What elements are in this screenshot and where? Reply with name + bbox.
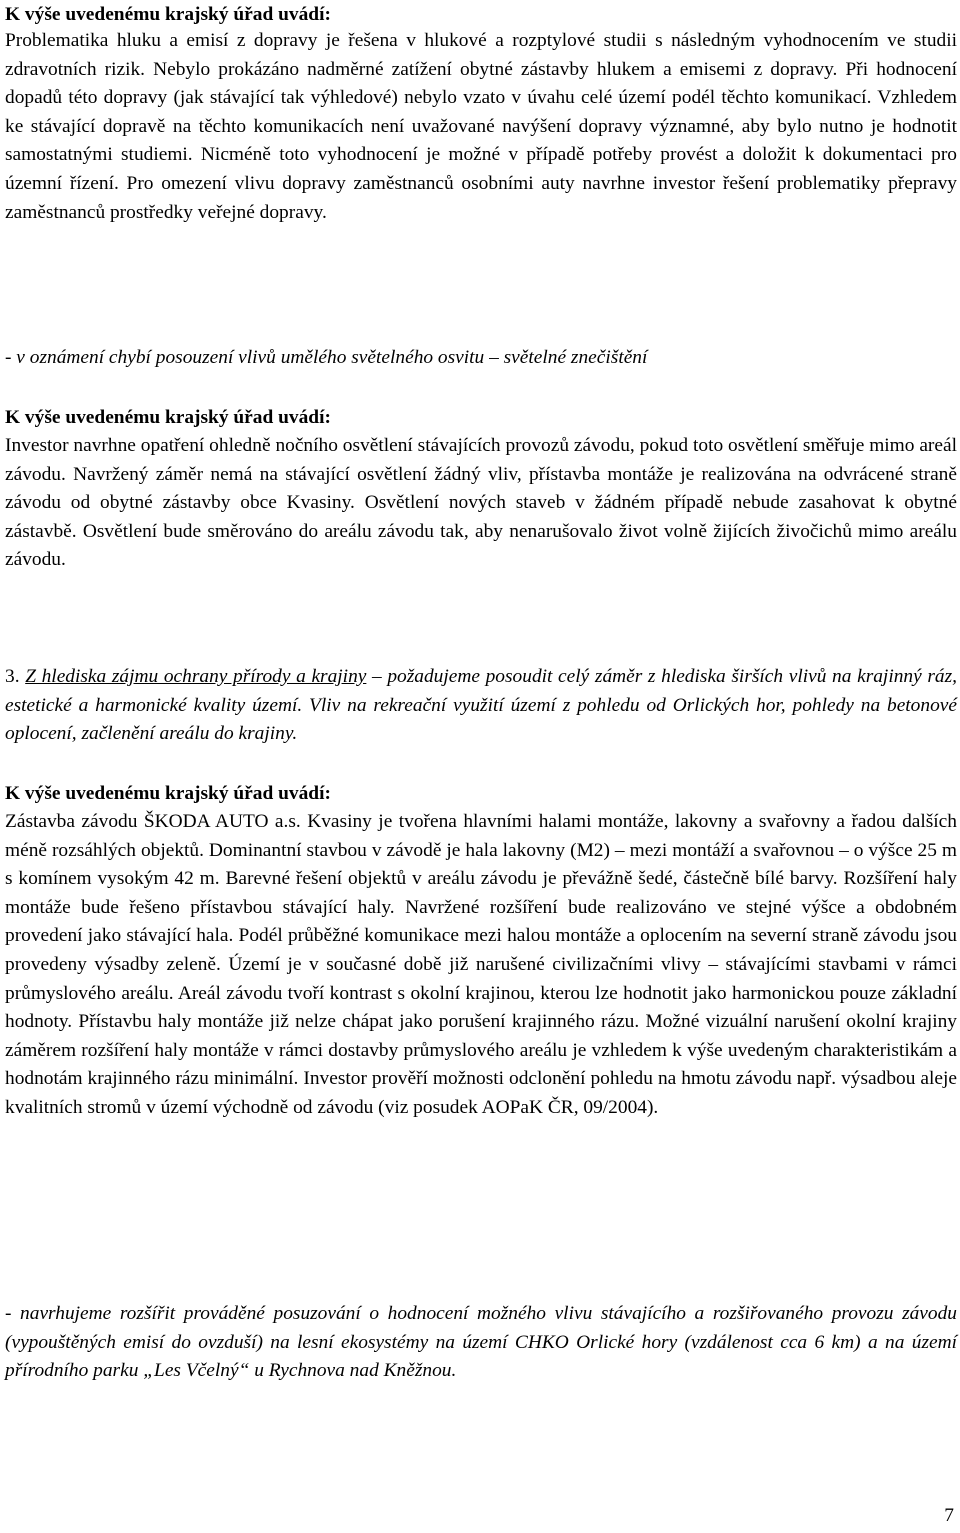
- section-heading: K výše uvedenému krajský úřad uvádí:: [5, 4, 331, 25]
- section-body: Problematika hluku a emisí z dopravy je řešena v hlukové a rozptylové studii s následným vyhodnocením ve studii zdravotních rizik. Nebylo prokázáno nadměrné zatížení obytné zástavby hlukem a emisemi z dopravy. Při hodnocení dopadů této dopravy (jak stávající tak výhledové) nebylo vzato v úvahu celé území podél těchto komunikací. Vzhledem ke stávající dopravě na těchto komunikacích není uvažované navýšení dopravy významné, aby bylo nutno je hodnotit samostatnými studiemi. Nicméně toto vyhodnocení je možné v případě potřeby provést a doložit k dokumentaci pro územní řízení. Pro omezení vlivu dopravy zaměstnanců osobními auty navrhne investor řešení problematiky přepravy zaměstnanců prostředky veřejné dopravy.: [5, 30, 957, 223]
- item-3-requirement: [5, 663, 957, 749]
- page-number: 7: [944, 1505, 954, 1526]
- item-topic: Z hlediska zájmu ochrany přírody a krajiny: [25, 666, 367, 687]
- section-heading: K výše uvedenému krajský úřad uvádí:: [5, 783, 331, 804]
- item-number: 3.: [5, 666, 20, 687]
- section-body: Zástavba závodu ŠKODA AUTO a.s. Kvasiny je tvořena hlavními halami montáže, lakovny a svařovny a řadou dalších méně rozsáhlých objektů. Dominantní stavbou v závodě je hala lakovny (M2) – mezi montáží a svařovnou – o výšce 25 m s komínem vysokým 42 m. Barevné řešení objektů v areálu závodu je převážně šedé, částečně bílé barvy. Rozšíření haly montáže bude řešeno přístavbou stávající haly. Navržené rozšíření bude realizováno ve stejné výšce a obdobném provedení jako stávající hala. Podél průběžné komunikace mezi halou montáže a oplocením na severní straně závodu jsou provedeny výsadby zeleně. Území je v současné době již narušené civilizačními vlivy – stávajícími stavbami v rámci průmyslového areálu. Areál závodu tvoří kontrast s okolní krajinou, kterou lze hodnotit jako harmonickou pouze základní hodnoty. Přístavbu haly montáže již nelze chápat jako porušení krajinného rázu. Možné vizuální narušení okolní krajiny záměrem rozšíření haly montáže v rámci dostavby průmyslového areálu je vzhledem k výše uvedeným charakteristikám a hodnotám krajinného rázu minimální. Investor prověří možnosti odclonění pohledu na hmotu závodu např. výsadbou aleje kvalitních stromů v území východně od závodu (viz posudek AOPaK ČR, 09/2004).: [5, 811, 957, 1118]
- item-text: – požadujeme posoudit celý záměr z hlediska širších vlivů na krajinný ráz, estetické a harmonické kvality území. Vliv na rekreační využití území z pohledu od Orlických hor, pohledy na betonové oplocení, začlenění areálu do krajiny.: [5, 666, 957, 745]
- section-body: Investor navrhne opatření ohledně nočního osvětlení stávajících provozů závodu, pokud toto osvětlení směřuje mimo areál závodu. Navržený záměr nemá na stávající osvětlení žádný vliv, přístavba montáže je realizována na odvrácené straně závodu od obytné zástavby obce Kvasiny. Osvětlení nových staveb v žádném případě nebude zasahovat k obytné zástavbě. Osvětlení bude směrováno do areálu závodu tak, aby nenarušovalo život volně žijících živočichů mimo areálu závodu.: [5, 435, 957, 571]
- comment-light-pollution: - v oznámení chybí posouzení vlivů umělého světelného osvitu – světelné znečištění: [5, 347, 648, 368]
- comment-forest-ecosystems: - navrhujeme rozšířit prováděné posuzování o hodnocení možného vlivu stávajícího a rozšiřovaného provozu závodu (vypouštěných emisí do ovzduší) na lesní ekosystémy na území CHKO Orlické hory (vzdálenost cca 6 km) a na území přírodního parku „Les Včelný“ u Rychnova nad Kněžnou.: [5, 1303, 957, 1382]
- section-heading: K výše uvedenému krajský úřad uvádí:: [5, 407, 331, 428]
